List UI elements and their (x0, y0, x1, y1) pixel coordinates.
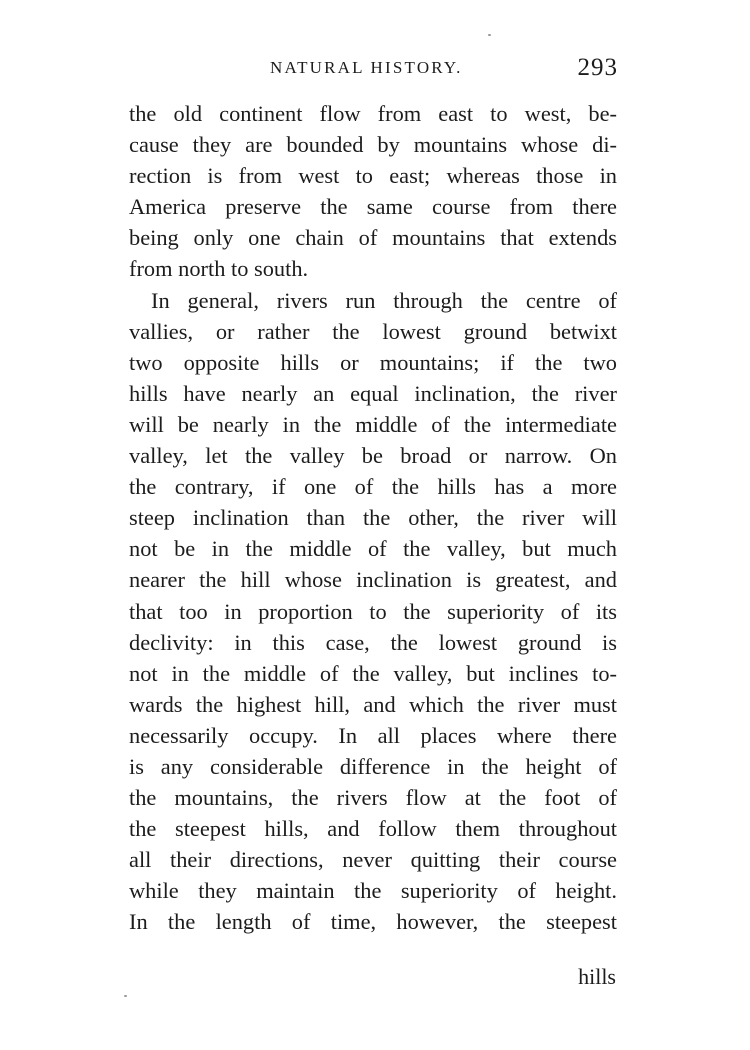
text-line: steep inclination than the other, the river will (129, 505, 617, 531)
text-line: will be nearly in the middle of the intermediate (129, 411, 617, 437)
text-line: wards the highest hill, and which the river must (129, 691, 617, 717)
text-line: nearer the hill whose inclination is greatest, and (129, 567, 617, 593)
text-line: the contrary, if one of the hills has a more (129, 474, 617, 500)
text-line: In general, rivers run through the centre of (151, 287, 617, 313)
text-line: two opposite hills or mountains; if the two (129, 349, 617, 375)
text-line: from north to south. (129, 256, 309, 282)
page-number: 293 (577, 54, 618, 81)
paper-speck (124, 995, 127, 997)
text-line: while they maintain the superiority of height. (129, 878, 617, 904)
text-line: not in the middle of the valley, but inclines to- (129, 660, 617, 686)
text-line: valley, let the valley be broad or narrow. On (129, 443, 617, 469)
text-line: necessarily occupy. In all places where there (129, 722, 617, 748)
body-text (129, 98, 617, 938)
text-line: America preserve the same course from there (129, 194, 617, 220)
text-line: cause they are bounded by mountains whose di- (129, 132, 617, 158)
text-line: not be in the middle of the valley, but much (129, 536, 617, 562)
text-line: the steepest hills, and follow them throughout (129, 816, 617, 842)
text-line: vallies, or rather the lowest ground betwixt (129, 318, 617, 344)
text-line: In the length of time, however, the steepest (129, 909, 617, 935)
running-title: NATURAL HISTORY. (270, 58, 463, 77)
text-line: rection is from west to east; whereas those in (129, 163, 617, 189)
text-line: the mountains, the rivers flow at the foot of (129, 785, 617, 811)
text-line: being only one chain of mountains that extends (129, 225, 617, 251)
catchword: hills (578, 964, 616, 989)
text-line: the old continent flow from east to west, be- (129, 101, 617, 126)
paper-speck (488, 34, 491, 36)
text-line: hills have nearly an equal inclination, the river (129, 380, 617, 406)
running-head (128, 54, 618, 94)
text-line: that too in proportion to the superiority of its (129, 598, 617, 624)
text-line: all their directions, never quitting their course (129, 847, 617, 873)
text-line: is any considerable difference in the height of (129, 753, 617, 779)
text-line: declivity: in this case, the lowest ground is (129, 629, 617, 655)
